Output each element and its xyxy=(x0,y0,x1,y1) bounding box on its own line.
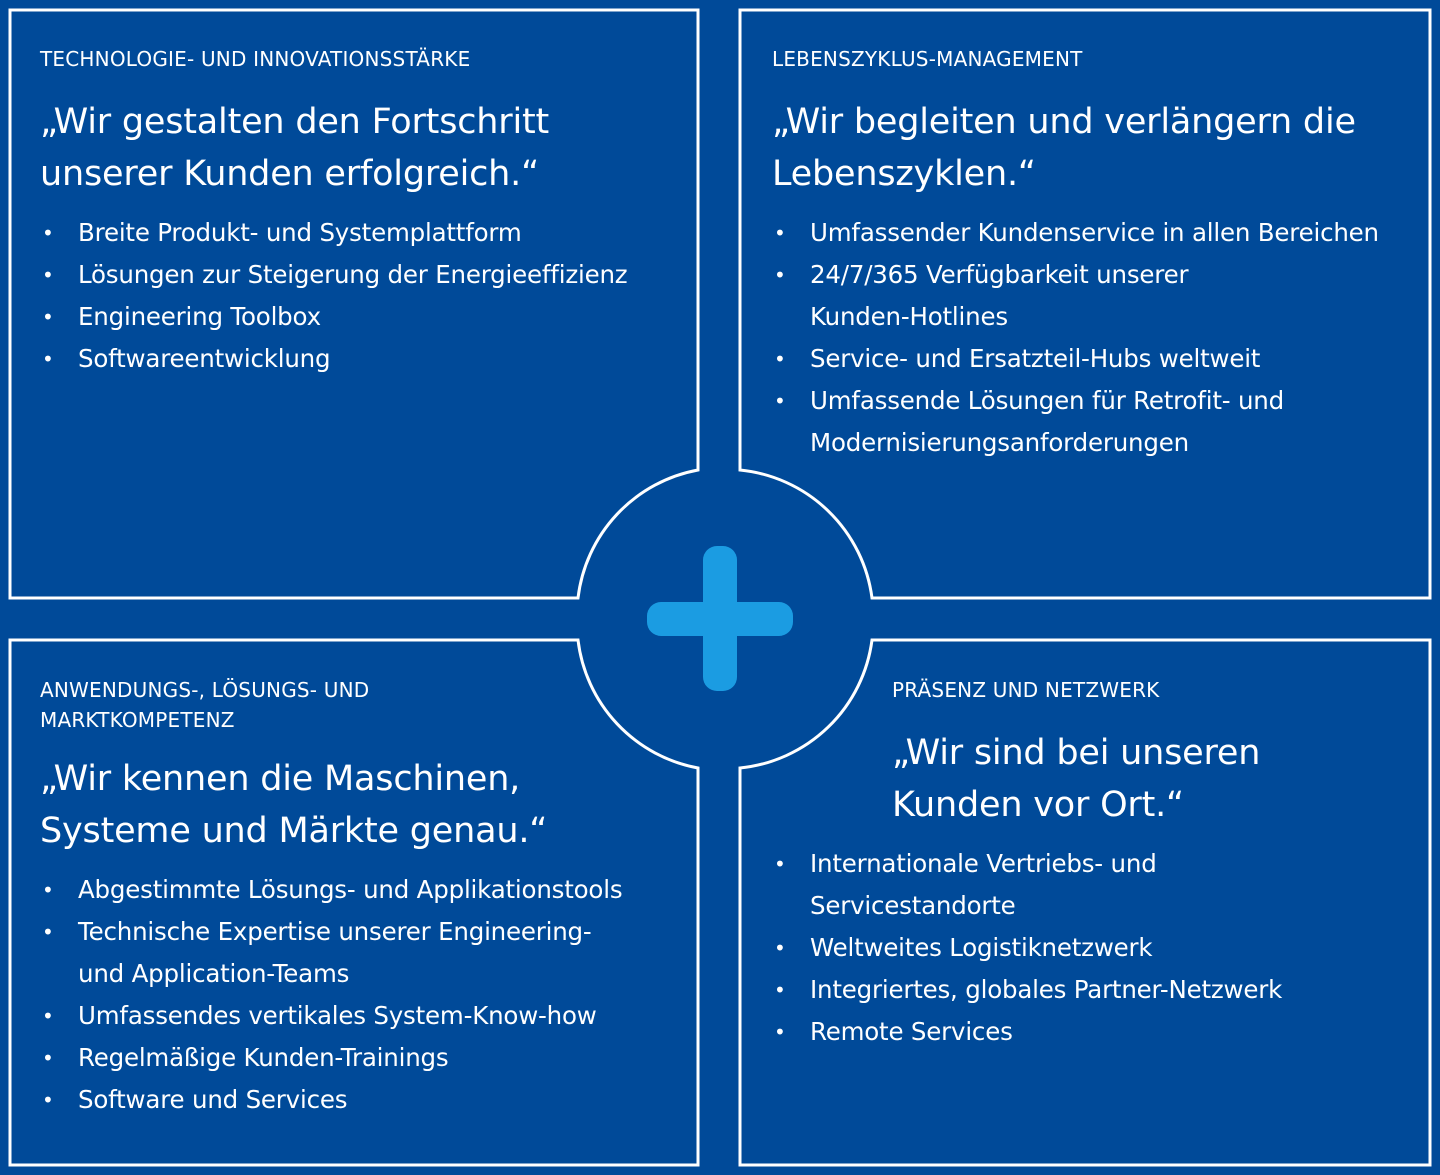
bullet-icon: • xyxy=(42,1004,54,1028)
list-item xyxy=(772,969,1412,1011)
list-item-text: 24/7/365 Verfügbarkeit unserer Kunden-Hotlines xyxy=(810,260,1189,331)
bullet-icon: • xyxy=(42,221,54,245)
list-item-text: Software und Services xyxy=(78,1085,348,1114)
quadrant-heading: LEBENSZYKLUS-MANAGEMENT xyxy=(772,47,1083,71)
quadrant-quote: „Wir kennen die Maschinen, Systeme und Märkte genau.“ xyxy=(40,759,548,851)
list-item-text: Remote Services xyxy=(810,1017,1013,1046)
list-item-text: Abgestimmte Lösungs- und Applikationstools xyxy=(78,875,623,904)
bullet-icon: • xyxy=(774,263,786,287)
bullet-icon: • xyxy=(42,1046,54,1070)
list-item xyxy=(772,843,1412,927)
quadrant-lifecycle xyxy=(772,44,1432,464)
list-item xyxy=(40,338,680,380)
bullet-icon: • xyxy=(42,878,54,902)
quadrant-quote: „Wir begleiten und verlängern die Lebenszyklen.“ xyxy=(772,102,1356,194)
bullet-icon: • xyxy=(774,389,786,413)
bullet-icon: • xyxy=(42,347,54,371)
bullet-list xyxy=(772,843,1412,1053)
list-item xyxy=(772,212,1432,254)
bullet-icon: • xyxy=(774,852,786,876)
list-item-text: Service- und Ersatzteil-Hubs weltweit xyxy=(810,344,1261,373)
list-item xyxy=(40,995,690,1037)
list-item-text: Lösungen zur Steigerung der Energieeffizienz xyxy=(78,260,628,289)
bullet-icon: • xyxy=(42,305,54,329)
bullet-list xyxy=(40,869,690,1121)
list-item xyxy=(772,380,1432,464)
list-item-text: Internationale Vertriebs- und Servicestandorte xyxy=(810,849,1157,920)
quadrant-application xyxy=(40,675,690,1121)
list-item-text: Integriertes, globales Partner-Netzwerk xyxy=(810,975,1283,1004)
quadrant-heading: TECHNOLOGIE- UND INNOVATIONSSTÄRKE xyxy=(40,47,471,71)
list-item-text: Breite Produkt- und Systemplattform xyxy=(78,218,522,247)
list-item-text: Umfassende Lösungen für Retrofit- und Modernisierungsanforderungen xyxy=(810,386,1284,457)
list-item-text: Regelmäßige Kunden-Trainings xyxy=(78,1043,449,1072)
list-item xyxy=(40,1037,690,1079)
list-item-text: Technische Expertise unserer Engineering- und Application-Teams xyxy=(78,917,592,988)
plus-icon xyxy=(647,546,793,691)
list-item-text: Weltweites Logistiknetzwerk xyxy=(810,933,1153,962)
list-item xyxy=(40,869,690,911)
bullet-icon: • xyxy=(42,263,54,287)
quadrant-heading: PRÄSENZ UND NETZWERK xyxy=(892,678,1160,702)
bullet-icon: • xyxy=(774,1020,786,1044)
bullet-icon: • xyxy=(42,1088,54,1112)
quadrant-quote: „Wir gestalten den Fortschritt unserer Kunden erfolgreich.“ xyxy=(40,102,550,194)
quadrant-presence xyxy=(774,675,1412,1053)
list-item xyxy=(40,212,680,254)
list-item xyxy=(40,296,680,338)
bullet-list xyxy=(40,212,680,380)
bullet-icon: • xyxy=(774,936,786,960)
list-item xyxy=(772,254,1432,338)
list-item xyxy=(772,1011,1412,1053)
quadrant-heading: ANWENDUNGS-, LÖSUNGS- UND MARKTKOMPETENZ xyxy=(40,678,370,732)
quadrant-quote: „Wir sind bei unseren Kunden vor Ort.“ xyxy=(892,733,1261,825)
bullet-icon: • xyxy=(774,221,786,245)
list-item-text: Softwareentwicklung xyxy=(78,344,331,373)
list-item xyxy=(40,911,690,995)
bullet-icon: • xyxy=(774,978,786,1002)
list-item-text: Umfassendes vertikales System-Know-how xyxy=(78,1001,597,1030)
list-item-text: Umfassender Kundenservice in allen Bereichen xyxy=(810,218,1379,247)
list-item-text: Engineering Toolbox xyxy=(78,302,321,331)
bullet-icon: • xyxy=(774,347,786,371)
bullet-icon: • xyxy=(42,920,54,944)
list-item xyxy=(772,927,1412,969)
quadrant-technology xyxy=(40,44,680,380)
list-item xyxy=(772,338,1432,380)
list-item xyxy=(40,1079,690,1121)
bullet-list xyxy=(772,212,1432,464)
list-item xyxy=(40,254,680,296)
